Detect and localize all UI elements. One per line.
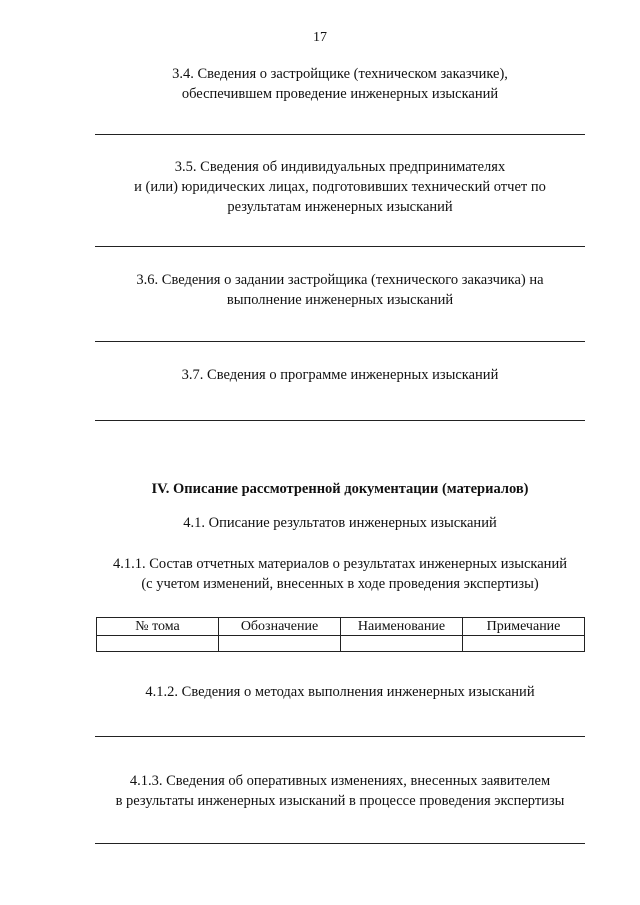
heading-line: 3.5. Сведения об индивидуальных предпринимателях [174,159,506,175]
table-cell [341,636,463,652]
table-row [97,636,585,652]
heading-line: и (или) юридических лицах, подготовивших технический отчет по [134,179,546,195]
heading-line: 3.7. Сведения о программе инженерных изысканий [181,367,499,383]
heading-line: в результаты инженерных изысканий в процессе проведения экспертизы [115,793,565,809]
section-3-7-heading [95,365,585,385]
heading-line: обеспечившем проведение инженерных изысканий [181,86,499,102]
heading-line: 4.1. Описание результатов инженерных изысканий [183,515,497,531]
section-3-6-heading [95,270,585,310]
column-header: Наименование [341,618,463,636]
section-4-1-1-heading [95,554,585,594]
table-cell [97,636,219,652]
column-header: Примечание [463,618,585,636]
column-header: Обозначение [219,618,341,636]
section-4-1-3-heading [95,771,585,811]
fill-in-line [95,134,585,135]
section-4-1-heading [95,513,585,533]
fill-in-line [95,843,585,844]
heading-line: 3.6. Сведения о задании застройщика (технического заказчика) на [136,272,544,288]
heading-line: IV. Описание рассмотренной документации (материалов) [151,481,529,497]
section-4-title [95,479,585,499]
fill-in-line [95,341,585,342]
column-header: № тома [97,618,219,636]
volumes-table [96,617,585,652]
fill-in-line [95,246,585,247]
heading-line: 4.1.3. Сведения об оперативных изменениях, внесенных заявителем [129,773,551,789]
table-header-row [97,618,585,636]
section-3-5-heading [95,157,585,217]
fill-in-line [95,420,585,421]
heading-line: 4.1.2. Сведения о методах выполнения инженерных изысканий [145,684,535,700]
fill-in-line [95,736,585,737]
table-cell [219,636,341,652]
heading-line: 4.1.1. Состав отчетных материалов о результатах инженерных изысканий [113,556,567,572]
section-4-1-2-heading [95,682,585,702]
heading-line: результатам инженерных изысканий [227,199,453,215]
heading-line: (с учетом изменений, внесенных в ходе проведения экспертизы) [141,576,539,592]
heading-line: 3.4. Сведения о застройщике (техническом заказчике), [172,66,508,82]
table-cell [463,636,585,652]
page-number: 17 [313,30,327,45]
heading-line: выполнение инженерных изысканий [226,292,454,308]
section-3-4-heading [95,64,585,104]
